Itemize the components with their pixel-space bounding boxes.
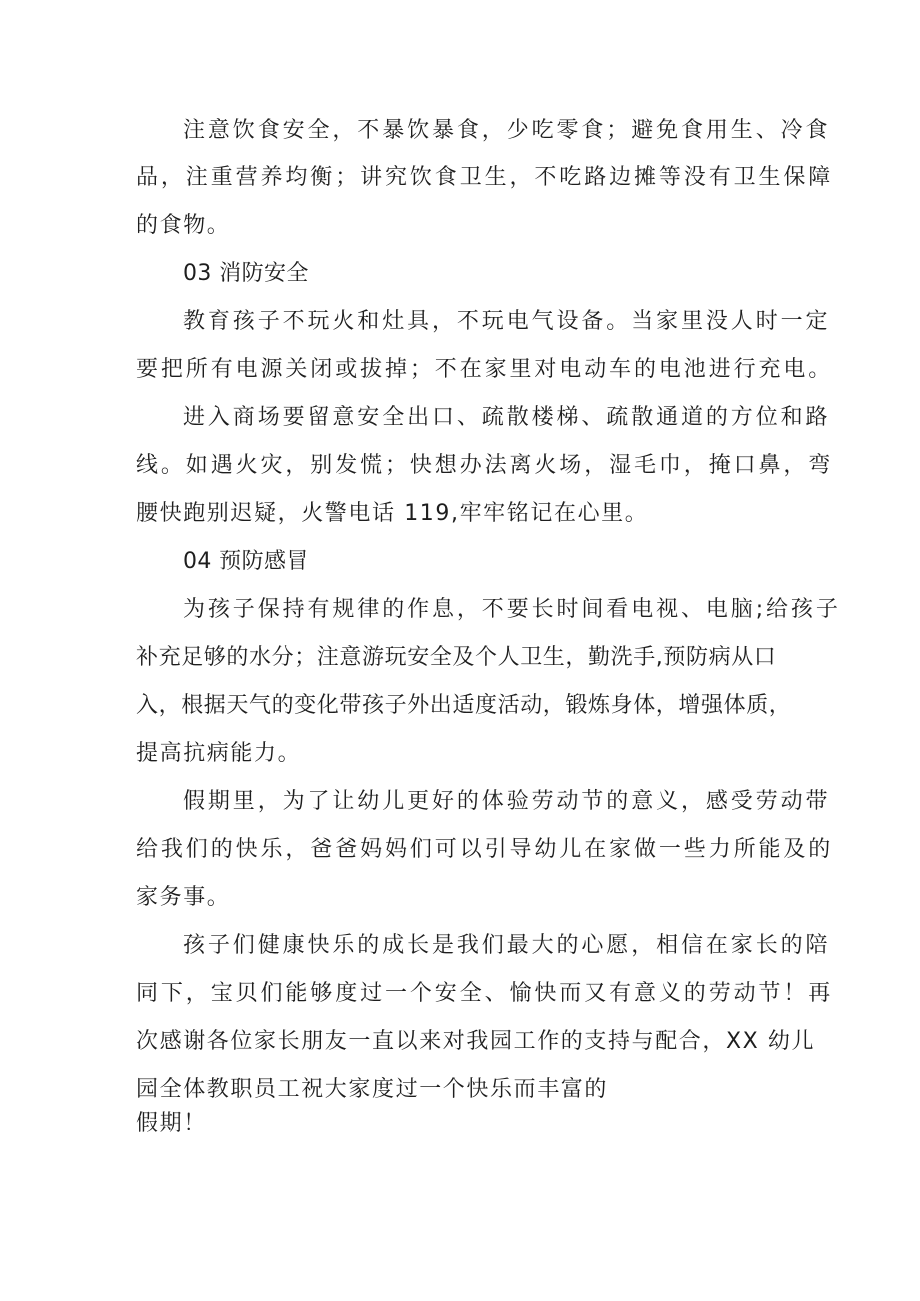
paragraph-line: 注意饮食安全，不暴饮暴食，少吃零食；避免食用生、冷食 [183, 118, 831, 143]
paragraph-line: 假期里，为了让幼儿更好的体验劳动节的意义，感受劳动带 [183, 789, 831, 814]
paragraph-line: 教育孩子不玩火和灶具，不玩电气设备。当家里没人时一定 [183, 309, 831, 334]
paragraph-line: 假期！ [136, 1111, 207, 1136]
paragraph-line: 补充足够的水分；注意游玩安全及个人卫生，勤洗手,预防病从口 [136, 645, 777, 670]
paragraph-line: 品，注重营养均衡；讲究饮食卫生，不吃路边摊等没有卫生保障 [136, 165, 834, 190]
paragraph-line: 腰快跑别迟疑，火警电话 119,牢牢铭记在心里。 [136, 501, 649, 526]
paragraph-line: 次感谢各位家长朋友一直以来对我园工作的支持与配合，XX 幼儿 [136, 1029, 816, 1054]
paragraph-line: 的食物。 [136, 213, 231, 238]
paragraph-line: 同下，宝贝们能够度过一个安全、愉快而又有意义的劳动节！再 [136, 981, 834, 1006]
paragraph-line: 要把所有电源关闭或拔掉；不在家里对电动车的电池进行充电。 [136, 357, 834, 382]
paragraph-line: 入，根据天气的变化带孩子外出适度活动，锻炼身体，增强体质， [136, 693, 792, 718]
paragraph-line: 给我们的快乐，爸爸妈妈们可以引导幼儿在家做一些力所能及的 [136, 837, 834, 862]
paragraph-line: 孩子们健康快乐的成长是我们最大的心愿，相信在家长的陪 [183, 933, 831, 958]
paragraph-line: 进入商场要留意安全出口、疏散楼梯、疏散通道的方位和路 [183, 405, 831, 430]
paragraph-line: 线。如遇火灾，别发慌；快想办法离火场，湿毛巾，掩口鼻，弯 [136, 453, 834, 478]
paragraph-line: 园全体教职员工祝大家度过一个快乐而丰富的 [136, 1077, 609, 1102]
section-heading: 03 消防安全 [183, 261, 309, 286]
section-heading: 04 预防感冒 [183, 549, 309, 574]
paragraph-line: 家务事。 [136, 885, 231, 910]
paragraph-line: 提高抗病能力。 [136, 741, 302, 766]
paragraph-line: 为孩子保持有规律的作息，不要长时间看电视、电脑;给孩子 [183, 597, 841, 622]
